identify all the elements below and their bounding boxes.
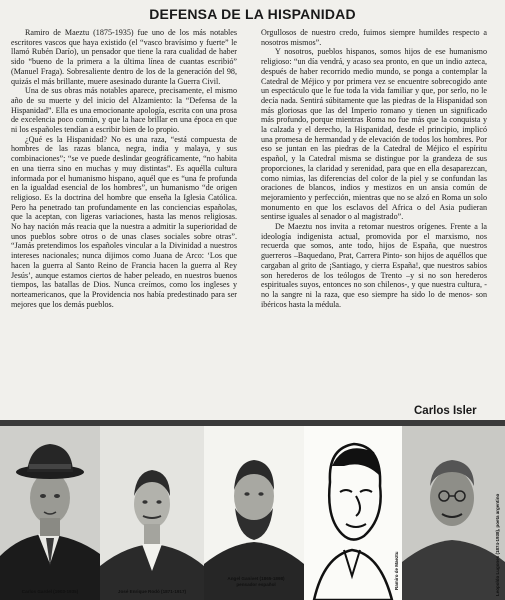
left-column bbox=[11, 28, 237, 309]
caption-ganivet-name: Angel Ganivet (1865-1898) bbox=[227, 576, 285, 581]
caption-ganivet-role: pensador español bbox=[236, 582, 276, 587]
caption-lugones: Leopoldo Lugones (1874-1938), poeta argentino bbox=[495, 493, 500, 596]
portrait-gardel bbox=[0, 426, 100, 600]
portrait-lugones bbox=[402, 426, 505, 600]
paragraph: Y nosotros, pueblos hispanos, somos hijos de ese humanismo religioso: “un día vendrá, y acaso sea pronto, en que un indio azteca, después de haber recorrido medio mundo, se ponga a contemplar la Catedral de Méjico y por primera vez se encuentre sobrecogido ante un espectáculo que le fue toda la vida familiar y que, por serlo, no le decía nada. Sentirá súbitamente que las piedras de la Hispanidad son más gloriosas que las del Imperio romano y tienen un significado más profundo, porque mientras Roma no fue más que la conquista y la calzada y el derecho, la Hispanidad, desde el principio, implicó una promesa de hermandad y de elevación de todos los hombres. Por eso se juntan en las piedras de la Catedral de Méjico el espíritu español, y la Catedral misma se distingue por la grandeza de sus proporciones, la claridad y serenidad, para que en ella desaparezcan, como nimias, las diferencias del color de la piel y se confundan las oraciones de blancos, indios y mestizos en un ansia común de mejoramiento y perfección, mientras que no se alzó en Roma un solo monumento en que los esclavos del Africa o del Asia pudieran sentirse iguales al senador o al magistrado”. bbox=[261, 47, 487, 222]
photo-strip bbox=[0, 426, 505, 600]
caption-maeztu: Ramiro de Maeztu bbox=[394, 551, 399, 590]
paragraph: Una de sus obras más notables aparece, precisamente, el mismo año de su muerte y del inicio del Alzamiento: la “Defensa de la Hispanidad”. Ella es una emocionante apología, escrita con una prosa de excelencia poco común, y que la hace brillar en una época en que ni los españoles tendían a escribir bien de lo propio. bbox=[11, 86, 237, 135]
paragraph: Orgullosos de nuestro credo, fuimos siempre humildes respecto a nosotros mismos”. bbox=[261, 28, 487, 47]
right-column bbox=[261, 28, 487, 309]
author-signature: Carlos Isler bbox=[414, 405, 477, 417]
caricature-maeztu bbox=[304, 426, 402, 600]
caption-rodo: José Enrique Rodó (1871-1917) bbox=[117, 589, 187, 594]
portrait-ganivet bbox=[204, 426, 304, 600]
paragraph: Ramiro de Maeztu (1875-1935) fue uno de los más notables escritores vascos que haya existido (el “vasco bravísimo y fuerte” le llamó Rubén Darío), un pensador que tiene la rara cualidad de haber sido “bueno de la primera a la última línea de cuantas escribió” (Manuel Fraga). Sobresaliente dentro de los de la generación del 98, quizás el más brillante, muere asesinado durante la Guerra Civil. bbox=[11, 28, 237, 86]
caption-gardel: Carlos Gardel (1903-1935) bbox=[21, 589, 79, 594]
article-title: DEFENSA DE LA HISPANIDAD bbox=[149, 6, 356, 22]
portrait-rodo bbox=[100, 426, 204, 600]
paragraph: ¿Qué es la Hispanidad? No es una raza, “está compuesta de hombres de las razas blanca, negra, india y malaya, y sus combinaciones”; “se ve puede deslindar geográficamente, “no habita en una tierra sino en muchas y muy distintas”. Es aquélla cultura informada por el humanismo hispano, aquél que es “una fe profunda en la igualdad esencial de los hombres”, un humanismo “de origen religioso. Es la doctrina del hombre que enseña la Iglesia Católica. Pero ha penetrado tan profundamente en las conciencias españolas, que la aceptan, con ligeras variaciones, hasta las menos religiosas. No hay nación más reacia que la nuestra a admitir la superioridad de unos pueblos sobre otros o de unas clases sociales sobre otras”. “Jamás pretendimos los españoles vincular a la Divinidad a nuestros intereses nacionales; nunca dijimos como Juana de Arco: ‘Los que hacen la guerra al Santo Reino de Francia hacen la guerra al Rey Jesús’, aunque estamos ciertos de haber peleado, en nuestros buenos tiempos, las batallas de Dios. Nunca creímos, como los ingleses y norteamericanos, que la Providencia nos había predestinado para ser mejores que los demás pueblos. bbox=[11, 134, 237, 309]
paragraph: De Maeztu nos invita a retomar nuestros orígenes. Frente a la ideología indigenista actual, promovida por el marxismo, nos recuerda que somos, ante todo, hijos de España, que nuestros guerreros –Baquedano, Prat, Carrera Pinto- son hijos de aquéllos que cargaban al grito de ¡Santiago, y cierra España!, que nuestros sabios son herederos de los teólogos de Trento –y si no son herederos espirituales suyos, entonces no son chilenos-, y que nuestra cultura, -no la sangre ni la raza, que eso siempre ha sido lo de menos- son ibéricos hasta la médula. bbox=[261, 222, 487, 309]
